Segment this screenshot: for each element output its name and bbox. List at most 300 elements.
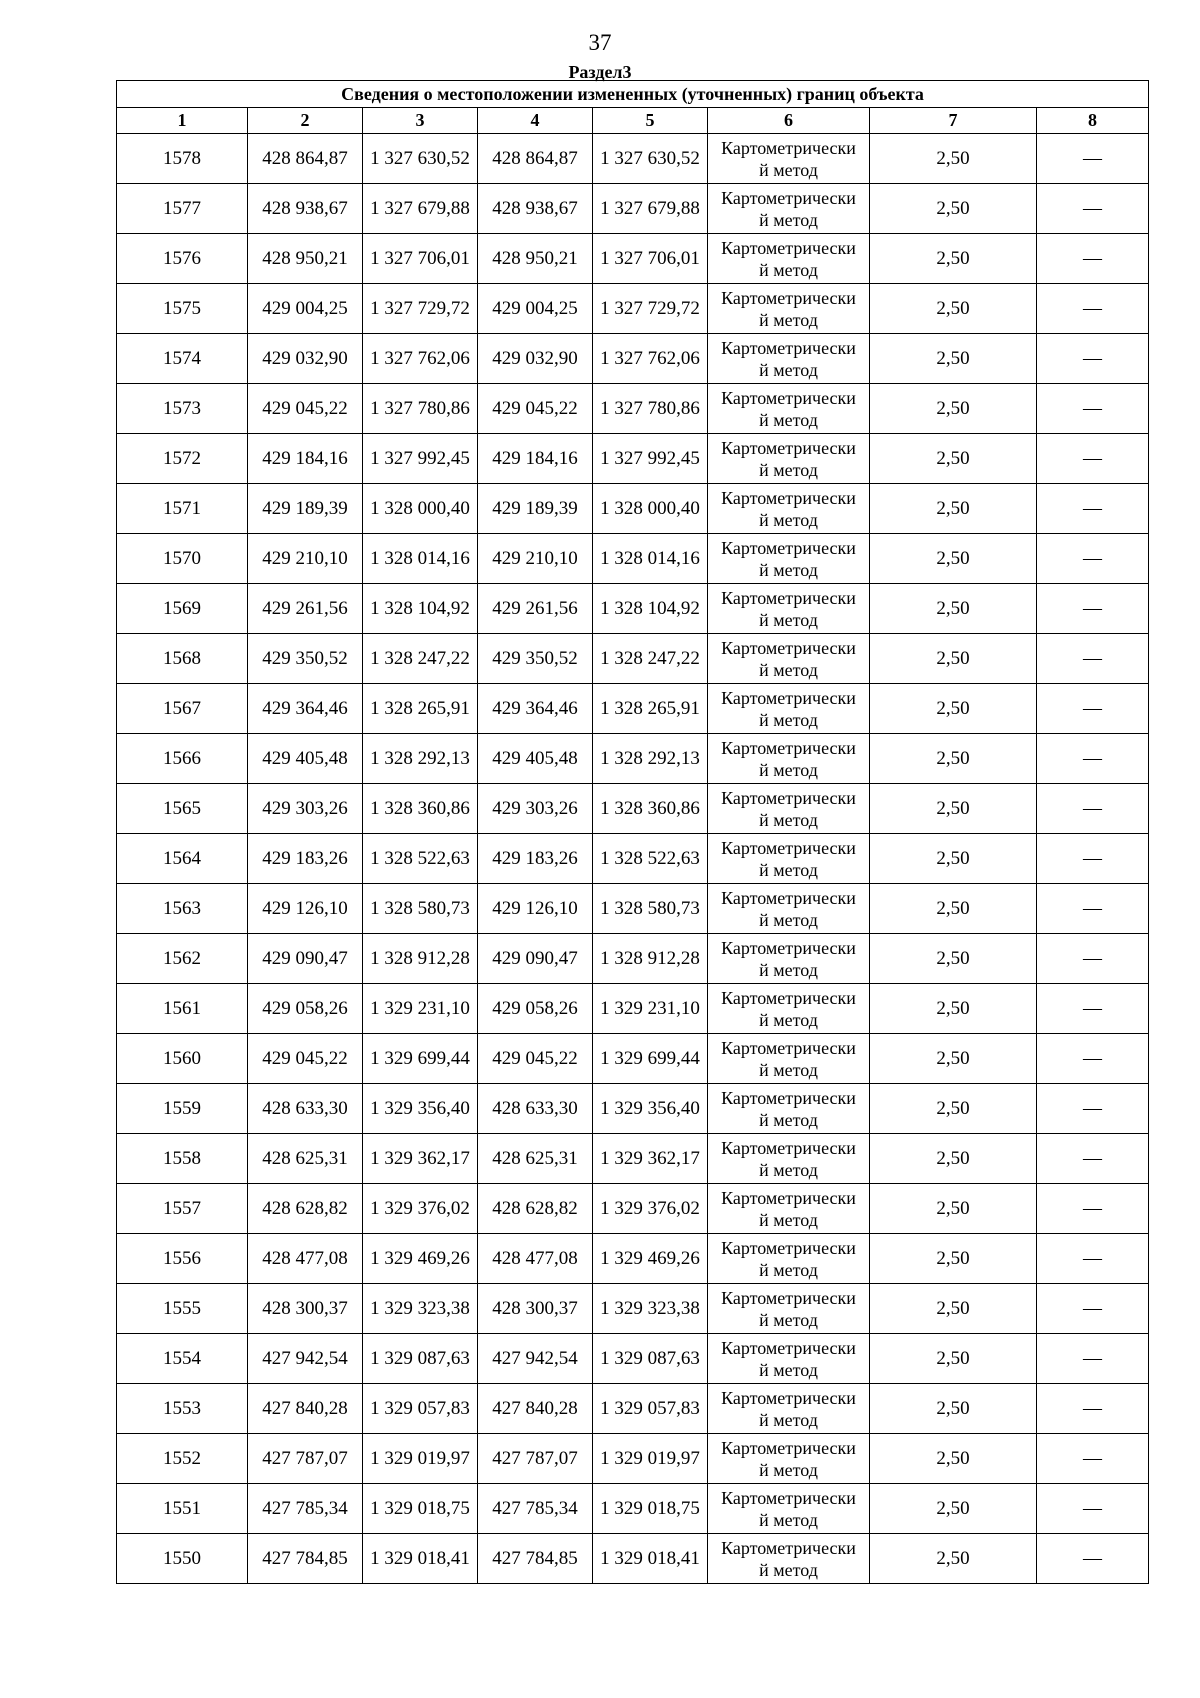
y-coordinate-new-cell: 1 327 762,06 bbox=[593, 334, 708, 384]
method-cell bbox=[708, 1084, 870, 1134]
dash-mark: — bbox=[1083, 897, 1103, 919]
point-number-cell: 1557 bbox=[117, 1184, 248, 1234]
dash-mark: — bbox=[1083, 597, 1103, 619]
y-coordinate-old-cell: 1 328 522,63 bbox=[363, 834, 478, 884]
x-coordinate-old-cell: 428 633,30 bbox=[248, 1084, 363, 1134]
x-coordinate-new-cell: 428 950,21 bbox=[478, 234, 593, 284]
x-coordinate-new-cell: 428 864,87 bbox=[478, 134, 593, 184]
y-coordinate-old-cell: 1 329 231,10 bbox=[363, 984, 478, 1034]
table-row bbox=[117, 1284, 1149, 1334]
x-coordinate-old-cell: 428 625,31 bbox=[248, 1134, 363, 1184]
accuracy-cell: 2,50 bbox=[870, 434, 1037, 484]
accuracy-cell: 2,50 bbox=[870, 884, 1037, 934]
x-coordinate-new-cell: 427 785,34 bbox=[478, 1484, 593, 1534]
table-row bbox=[117, 834, 1149, 884]
y-coordinate-new-cell: 1 328 292,13 bbox=[593, 734, 708, 784]
method-text-line: й метод bbox=[759, 909, 818, 930]
y-coordinate-new-cell: 1 327 630,52 bbox=[593, 134, 708, 184]
x-coordinate-old-cell: 429 405,48 bbox=[248, 734, 363, 784]
method-text-line: й метод bbox=[759, 509, 818, 530]
empty-dash-cell bbox=[1037, 484, 1149, 534]
empty-dash-cell bbox=[1037, 434, 1149, 484]
empty-dash-cell bbox=[1037, 1134, 1149, 1184]
dash-mark: — bbox=[1083, 1397, 1103, 1419]
method-cell bbox=[708, 1484, 870, 1534]
empty-dash-cell bbox=[1037, 334, 1149, 384]
method-text-line: й метод bbox=[759, 959, 818, 980]
method-text-line: Картометрически bbox=[721, 1087, 856, 1108]
y-coordinate-old-cell: 1 329 018,75 bbox=[363, 1484, 478, 1534]
dash-mark: — bbox=[1083, 1247, 1103, 1269]
x-coordinate-new-cell: 429 184,16 bbox=[478, 434, 593, 484]
y-coordinate-new-cell: 1 329 019,97 bbox=[593, 1434, 708, 1484]
column-header: 5 bbox=[593, 108, 708, 134]
table-row bbox=[117, 334, 1149, 384]
method-text-line: й метод bbox=[759, 1209, 818, 1230]
y-coordinate-old-cell: 1 329 469,26 bbox=[363, 1234, 478, 1284]
y-coordinate-new-cell: 1 328 265,91 bbox=[593, 684, 708, 734]
y-coordinate-new-cell: 1 329 376,02 bbox=[593, 1184, 708, 1234]
x-coordinate-old-cell: 429 210,10 bbox=[248, 534, 363, 584]
column-header: 2 bbox=[248, 108, 363, 134]
accuracy-cell: 2,50 bbox=[870, 684, 1037, 734]
empty-dash-cell bbox=[1037, 1334, 1149, 1384]
method-text-line: й метод bbox=[759, 759, 818, 780]
table-caption: Сведения о местоположении измененных (уточненных) границ объекта bbox=[117, 81, 1149, 108]
accuracy-cell: 2,50 bbox=[870, 284, 1037, 334]
x-coordinate-new-cell: 429 183,26 bbox=[478, 834, 593, 884]
point-number-cell: 1571 bbox=[117, 484, 248, 534]
y-coordinate-new-cell: 1 327 780,86 bbox=[593, 384, 708, 434]
x-coordinate-new-cell: 427 784,85 bbox=[478, 1534, 593, 1584]
dash-mark: — bbox=[1083, 547, 1103, 569]
accuracy-cell: 2,50 bbox=[870, 784, 1037, 834]
point-number-cell: 1567 bbox=[117, 684, 248, 734]
accuracy-cell: 2,50 bbox=[870, 1234, 1037, 1284]
x-coordinate-old-cell: 429 045,22 bbox=[248, 1034, 363, 1084]
empty-dash-cell bbox=[1037, 1234, 1149, 1284]
dash-mark: — bbox=[1083, 697, 1103, 719]
y-coordinate-old-cell: 1 328 912,28 bbox=[363, 934, 478, 984]
method-text-line: Картометрически bbox=[721, 437, 856, 458]
y-coordinate-new-cell: 1 328 912,28 bbox=[593, 934, 708, 984]
table-row bbox=[117, 134, 1149, 184]
dash-mark: — bbox=[1083, 1447, 1103, 1469]
y-coordinate-old-cell: 1 329 087,63 bbox=[363, 1334, 478, 1384]
method-text-line: й метод bbox=[759, 859, 818, 880]
method-text-line: й метод bbox=[759, 1259, 818, 1280]
point-number-cell: 1563 bbox=[117, 884, 248, 934]
y-coordinate-old-cell: 1 327 679,88 bbox=[363, 184, 478, 234]
method-text-line: й метод bbox=[759, 409, 818, 430]
y-coordinate-new-cell: 1 328 104,92 bbox=[593, 584, 708, 634]
dash-mark: — bbox=[1083, 1497, 1103, 1519]
page-number: 37 bbox=[588, 30, 612, 55]
y-coordinate-new-cell: 1 329 018,41 bbox=[593, 1534, 708, 1584]
y-coordinate-old-cell: 1 329 362,17 bbox=[363, 1134, 478, 1184]
y-coordinate-new-cell: 1 327 679,88 bbox=[593, 184, 708, 234]
method-text-line: й метод bbox=[759, 1509, 818, 1530]
table-row bbox=[117, 734, 1149, 784]
y-coordinate-new-cell: 1 329 018,75 bbox=[593, 1484, 708, 1534]
y-coordinate-old-cell: 1 328 000,40 bbox=[363, 484, 478, 534]
method-text-line: Картометрически bbox=[721, 187, 856, 208]
accuracy-cell: 2,50 bbox=[870, 1434, 1037, 1484]
table-row bbox=[117, 1134, 1149, 1184]
column-number-row bbox=[117, 108, 1149, 134]
empty-dash-cell bbox=[1037, 234, 1149, 284]
point-number-cell: 1570 bbox=[117, 534, 248, 584]
point-number-cell: 1576 bbox=[117, 234, 248, 284]
y-coordinate-old-cell: 1 329 356,40 bbox=[363, 1084, 478, 1134]
y-coordinate-old-cell: 1 328 014,16 bbox=[363, 534, 478, 584]
column-header: 8 bbox=[1037, 108, 1149, 134]
point-number-cell: 1574 bbox=[117, 334, 248, 384]
y-coordinate-new-cell: 1 329 057,83 bbox=[593, 1384, 708, 1434]
x-coordinate-new-cell: 429 058,26 bbox=[478, 984, 593, 1034]
point-number-cell: 1569 bbox=[117, 584, 248, 634]
method-cell bbox=[708, 1534, 870, 1584]
x-coordinate-old-cell: 427 942,54 bbox=[248, 1334, 363, 1384]
x-coordinate-new-cell: 429 350,52 bbox=[478, 634, 593, 684]
method-cell bbox=[708, 534, 870, 584]
dash-mark: — bbox=[1083, 497, 1103, 519]
point-number-cell: 1550 bbox=[117, 1534, 248, 1584]
table-row bbox=[117, 984, 1149, 1034]
y-coordinate-new-cell: 1 328 014,16 bbox=[593, 534, 708, 584]
x-coordinate-new-cell: 428 633,30 bbox=[478, 1084, 593, 1134]
y-coordinate-new-cell: 1 328 247,22 bbox=[593, 634, 708, 684]
point-number-cell: 1573 bbox=[117, 384, 248, 434]
x-coordinate-old-cell: 429 184,16 bbox=[248, 434, 363, 484]
empty-dash-cell bbox=[1037, 1284, 1149, 1334]
accuracy-cell: 2,50 bbox=[870, 534, 1037, 584]
accuracy-cell: 2,50 bbox=[870, 334, 1037, 384]
accuracy-cell: 2,50 bbox=[870, 134, 1037, 184]
accuracy-cell: 2,50 bbox=[870, 384, 1037, 434]
dash-mark: — bbox=[1083, 1347, 1103, 1369]
y-coordinate-old-cell: 1 329 019,97 bbox=[363, 1434, 478, 1484]
table-row bbox=[117, 384, 1149, 434]
dash-mark: — bbox=[1083, 647, 1103, 669]
x-coordinate-new-cell: 429 045,22 bbox=[478, 1034, 593, 1084]
method-text-line: Картометрически bbox=[721, 1287, 856, 1308]
method-cell bbox=[708, 1384, 870, 1434]
dash-mark: — bbox=[1083, 947, 1103, 969]
y-coordinate-new-cell: 1 328 522,63 bbox=[593, 834, 708, 884]
x-coordinate-old-cell: 427 787,07 bbox=[248, 1434, 363, 1484]
point-number-cell: 1566 bbox=[117, 734, 248, 784]
x-coordinate-old-cell: 429 261,56 bbox=[248, 584, 363, 634]
method-text-line: й метод bbox=[759, 809, 818, 830]
dash-mark: — bbox=[1083, 1147, 1103, 1169]
accuracy-cell: 2,50 bbox=[870, 184, 1037, 234]
method-cell bbox=[708, 234, 870, 284]
x-coordinate-old-cell: 427 784,85 bbox=[248, 1534, 363, 1584]
accuracy-cell: 2,50 bbox=[870, 1334, 1037, 1384]
method-cell bbox=[708, 1234, 870, 1284]
point-number-cell: 1553 bbox=[117, 1384, 248, 1434]
x-coordinate-new-cell: 429 405,48 bbox=[478, 734, 593, 784]
x-coordinate-old-cell: 429 045,22 bbox=[248, 384, 363, 434]
empty-dash-cell bbox=[1037, 634, 1149, 684]
dash-mark: — bbox=[1083, 397, 1103, 419]
table-row bbox=[117, 934, 1149, 984]
y-coordinate-new-cell: 1 329 356,40 bbox=[593, 1084, 708, 1134]
x-coordinate-new-cell: 427 942,54 bbox=[478, 1334, 593, 1384]
point-number-cell: 1575 bbox=[117, 284, 248, 334]
y-coordinate-new-cell: 1 329 362,17 bbox=[593, 1134, 708, 1184]
empty-dash-cell bbox=[1037, 1434, 1149, 1484]
table-row bbox=[117, 284, 1149, 334]
method-text-line: Картометрически bbox=[721, 637, 856, 658]
y-coordinate-old-cell: 1 327 706,01 bbox=[363, 234, 478, 284]
method-cell bbox=[708, 1184, 870, 1234]
x-coordinate-new-cell: 429 090,47 bbox=[478, 934, 593, 984]
y-coordinate-new-cell: 1 329 699,44 bbox=[593, 1034, 708, 1084]
dash-mark: — bbox=[1083, 747, 1103, 769]
method-text-line: Картометрически bbox=[721, 1387, 856, 1408]
method-cell bbox=[708, 284, 870, 334]
accuracy-cell: 2,50 bbox=[870, 1284, 1037, 1334]
method-cell bbox=[708, 734, 870, 784]
method-text-line: й метод bbox=[759, 1359, 818, 1380]
method-text-line: й метод bbox=[759, 609, 818, 630]
table-row bbox=[117, 1234, 1149, 1284]
empty-dash-cell bbox=[1037, 784, 1149, 834]
method-cell bbox=[708, 334, 870, 384]
x-coordinate-old-cell: 429 126,10 bbox=[248, 884, 363, 934]
dash-mark: — bbox=[1083, 147, 1103, 169]
accuracy-cell: 2,50 bbox=[870, 1084, 1037, 1134]
dash-mark: — bbox=[1083, 797, 1103, 819]
table-row bbox=[117, 1334, 1149, 1384]
point-number-cell: 1551 bbox=[117, 1484, 248, 1534]
method-cell bbox=[708, 434, 870, 484]
accuracy-cell: 2,50 bbox=[870, 1184, 1037, 1234]
empty-dash-cell bbox=[1037, 934, 1149, 984]
x-coordinate-old-cell: 429 090,47 bbox=[248, 934, 363, 984]
method-text-line: й метод bbox=[759, 259, 818, 280]
point-number-cell: 1562 bbox=[117, 934, 248, 984]
column-header: 6 bbox=[708, 108, 870, 134]
column-header: 3 bbox=[363, 108, 478, 134]
method-text-line: Картометрически bbox=[721, 237, 856, 258]
empty-dash-cell bbox=[1037, 534, 1149, 584]
x-coordinate-new-cell: 429 210,10 bbox=[478, 534, 593, 584]
y-coordinate-old-cell: 1 329 699,44 bbox=[363, 1034, 478, 1084]
x-coordinate-new-cell: 429 032,90 bbox=[478, 334, 593, 384]
x-coordinate-old-cell: 429 183,26 bbox=[248, 834, 363, 884]
method-text-line: Картометрически bbox=[721, 387, 856, 408]
x-coordinate-new-cell: 428 628,82 bbox=[478, 1184, 593, 1234]
accuracy-cell: 2,50 bbox=[870, 234, 1037, 284]
method-cell bbox=[708, 1134, 870, 1184]
method-text-line: й метод bbox=[759, 659, 818, 680]
point-number-cell: 1555 bbox=[117, 1284, 248, 1334]
empty-dash-cell bbox=[1037, 1484, 1149, 1534]
x-coordinate-new-cell: 428 625,31 bbox=[478, 1134, 593, 1184]
method-text-line: Картометрически bbox=[721, 1187, 856, 1208]
method-text-line: й метод bbox=[759, 1109, 818, 1130]
method-cell bbox=[708, 134, 870, 184]
method-text-line: Картометрически bbox=[721, 1237, 856, 1258]
x-coordinate-new-cell: 429 261,56 bbox=[478, 584, 593, 634]
empty-dash-cell bbox=[1037, 584, 1149, 634]
table-row bbox=[117, 884, 1149, 934]
point-number-cell: 1578 bbox=[117, 134, 248, 184]
table-row bbox=[117, 1084, 1149, 1134]
method-cell bbox=[708, 384, 870, 434]
method-text-line: Картометрически bbox=[721, 987, 856, 1008]
table-row bbox=[117, 684, 1149, 734]
x-coordinate-old-cell: 429 004,25 bbox=[248, 284, 363, 334]
table-row bbox=[117, 434, 1149, 484]
y-coordinate-old-cell: 1 328 292,13 bbox=[363, 734, 478, 784]
dash-mark: — bbox=[1083, 1097, 1103, 1119]
empty-dash-cell bbox=[1037, 384, 1149, 434]
point-number-cell: 1572 bbox=[117, 434, 248, 484]
method-text-line: Картометрически bbox=[721, 137, 856, 158]
dash-mark: — bbox=[1083, 997, 1103, 1019]
method-text-line: й метод bbox=[759, 359, 818, 380]
section-title: Раздел3 bbox=[568, 62, 632, 82]
accuracy-cell: 2,50 bbox=[870, 1384, 1037, 1434]
method-cell bbox=[708, 184, 870, 234]
point-number-cell: 1568 bbox=[117, 634, 248, 684]
y-coordinate-old-cell: 1 328 580,73 bbox=[363, 884, 478, 934]
x-coordinate-old-cell: 428 628,82 bbox=[248, 1184, 363, 1234]
table-row bbox=[117, 584, 1149, 634]
method-text-line: Картометрически bbox=[721, 337, 856, 358]
method-text-line: Картометрически bbox=[721, 937, 856, 958]
method-text-line: й метод bbox=[759, 1009, 818, 1030]
empty-dash-cell bbox=[1037, 1534, 1149, 1584]
y-coordinate-old-cell: 1 329 376,02 bbox=[363, 1184, 478, 1234]
table-row bbox=[117, 1184, 1149, 1234]
method-cell bbox=[708, 884, 870, 934]
y-coordinate-old-cell: 1 329 323,38 bbox=[363, 1284, 478, 1334]
point-number-cell: 1559 bbox=[117, 1084, 248, 1134]
empty-dash-cell bbox=[1037, 184, 1149, 234]
table-row bbox=[117, 234, 1149, 284]
column-header: 4 bbox=[478, 108, 593, 134]
x-coordinate-old-cell: 429 350,52 bbox=[248, 634, 363, 684]
method-text-line: Картометрически bbox=[721, 1437, 856, 1458]
x-coordinate-new-cell: 429 126,10 bbox=[478, 884, 593, 934]
x-coordinate-new-cell: 429 045,22 bbox=[478, 384, 593, 434]
x-coordinate-new-cell: 428 477,08 bbox=[478, 1234, 593, 1284]
y-coordinate-old-cell: 1 327 762,06 bbox=[363, 334, 478, 384]
method-text-line: Картометрически bbox=[721, 687, 856, 708]
y-coordinate-new-cell: 1 327 706,01 bbox=[593, 234, 708, 284]
column-header: 7 bbox=[870, 108, 1037, 134]
table-row bbox=[117, 634, 1149, 684]
y-coordinate-new-cell: 1 328 360,86 bbox=[593, 784, 708, 834]
accuracy-cell: 2,50 bbox=[870, 1534, 1037, 1584]
x-coordinate-old-cell: 428 950,21 bbox=[248, 234, 363, 284]
point-number-cell: 1561 bbox=[117, 984, 248, 1034]
empty-dash-cell bbox=[1037, 1034, 1149, 1084]
x-coordinate-old-cell: 429 303,26 bbox=[248, 784, 363, 834]
y-coordinate-old-cell: 1 328 265,91 bbox=[363, 684, 478, 734]
y-coordinate-old-cell: 1 327 630,52 bbox=[363, 134, 478, 184]
method-text-line: Картометрически bbox=[721, 1537, 856, 1558]
table-row bbox=[117, 534, 1149, 584]
x-coordinate-new-cell: 428 938,67 bbox=[478, 184, 593, 234]
method-text-line: й метод bbox=[759, 159, 818, 180]
y-coordinate-new-cell: 1 329 231,10 bbox=[593, 984, 708, 1034]
empty-dash-cell bbox=[1037, 134, 1149, 184]
empty-dash-cell bbox=[1037, 884, 1149, 934]
x-coordinate-new-cell: 427 787,07 bbox=[478, 1434, 593, 1484]
x-coordinate-new-cell: 429 189,39 bbox=[478, 484, 593, 534]
x-coordinate-new-cell: 428 300,37 bbox=[478, 1284, 593, 1334]
method-text-line: й метод bbox=[759, 709, 818, 730]
method-text-line: Картометрически bbox=[721, 1037, 856, 1058]
accuracy-cell: 2,50 bbox=[870, 484, 1037, 534]
y-coordinate-old-cell: 1 328 104,92 bbox=[363, 584, 478, 634]
y-coordinate-new-cell: 1 327 992,45 bbox=[593, 434, 708, 484]
x-coordinate-old-cell: 427 840,28 bbox=[248, 1384, 363, 1434]
dash-mark: — bbox=[1083, 1197, 1103, 1219]
y-coordinate-new-cell: 1 329 087,63 bbox=[593, 1334, 708, 1384]
dash-mark: — bbox=[1083, 1047, 1103, 1069]
method-text-line: Картометрически bbox=[721, 537, 856, 558]
point-number-cell: 1577 bbox=[117, 184, 248, 234]
y-coordinate-old-cell: 1 327 992,45 bbox=[363, 434, 478, 484]
column-header: 1 bbox=[117, 108, 248, 134]
y-coordinate-new-cell: 1 328 580,73 bbox=[593, 884, 708, 934]
empty-dash-cell bbox=[1037, 734, 1149, 784]
point-number-cell: 1564 bbox=[117, 834, 248, 884]
boundary-coordinates-table bbox=[116, 80, 1149, 1584]
method-text-line: й метод bbox=[759, 1159, 818, 1180]
accuracy-cell: 2,50 bbox=[870, 1134, 1037, 1184]
y-coordinate-old-cell: 1 327 780,86 bbox=[363, 384, 478, 434]
method-cell bbox=[708, 634, 870, 684]
point-number-cell: 1554 bbox=[117, 1334, 248, 1384]
method-cell bbox=[708, 834, 870, 884]
dash-mark: — bbox=[1083, 297, 1103, 319]
accuracy-cell: 2,50 bbox=[870, 1034, 1037, 1084]
empty-dash-cell bbox=[1037, 1184, 1149, 1234]
dash-mark: — bbox=[1083, 847, 1103, 869]
method-text-line: Картометрически bbox=[721, 1337, 856, 1358]
table-row bbox=[117, 1534, 1149, 1584]
dash-mark: — bbox=[1083, 347, 1103, 369]
method-text-line: Картометрически bbox=[721, 487, 856, 508]
accuracy-cell: 2,50 bbox=[870, 984, 1037, 1034]
dash-mark: — bbox=[1083, 247, 1103, 269]
y-coordinate-old-cell: 1 329 057,83 bbox=[363, 1384, 478, 1434]
method-cell bbox=[708, 784, 870, 834]
method-cell bbox=[708, 984, 870, 1034]
method-text-line: Картометрически bbox=[721, 837, 856, 858]
y-coordinate-new-cell: 1 329 323,38 bbox=[593, 1284, 708, 1334]
empty-dash-cell bbox=[1037, 284, 1149, 334]
accuracy-cell: 2,50 bbox=[870, 834, 1037, 884]
method-cell bbox=[708, 1034, 870, 1084]
method-text-line: й метод bbox=[759, 1059, 818, 1080]
x-coordinate-new-cell: 429 303,26 bbox=[478, 784, 593, 834]
dash-mark: — bbox=[1083, 447, 1103, 469]
method-cell bbox=[708, 484, 870, 534]
x-coordinate-old-cell: 428 300,37 bbox=[248, 1284, 363, 1334]
point-number-cell: 1552 bbox=[117, 1434, 248, 1484]
accuracy-cell: 2,50 bbox=[870, 934, 1037, 984]
method-cell bbox=[708, 1284, 870, 1334]
